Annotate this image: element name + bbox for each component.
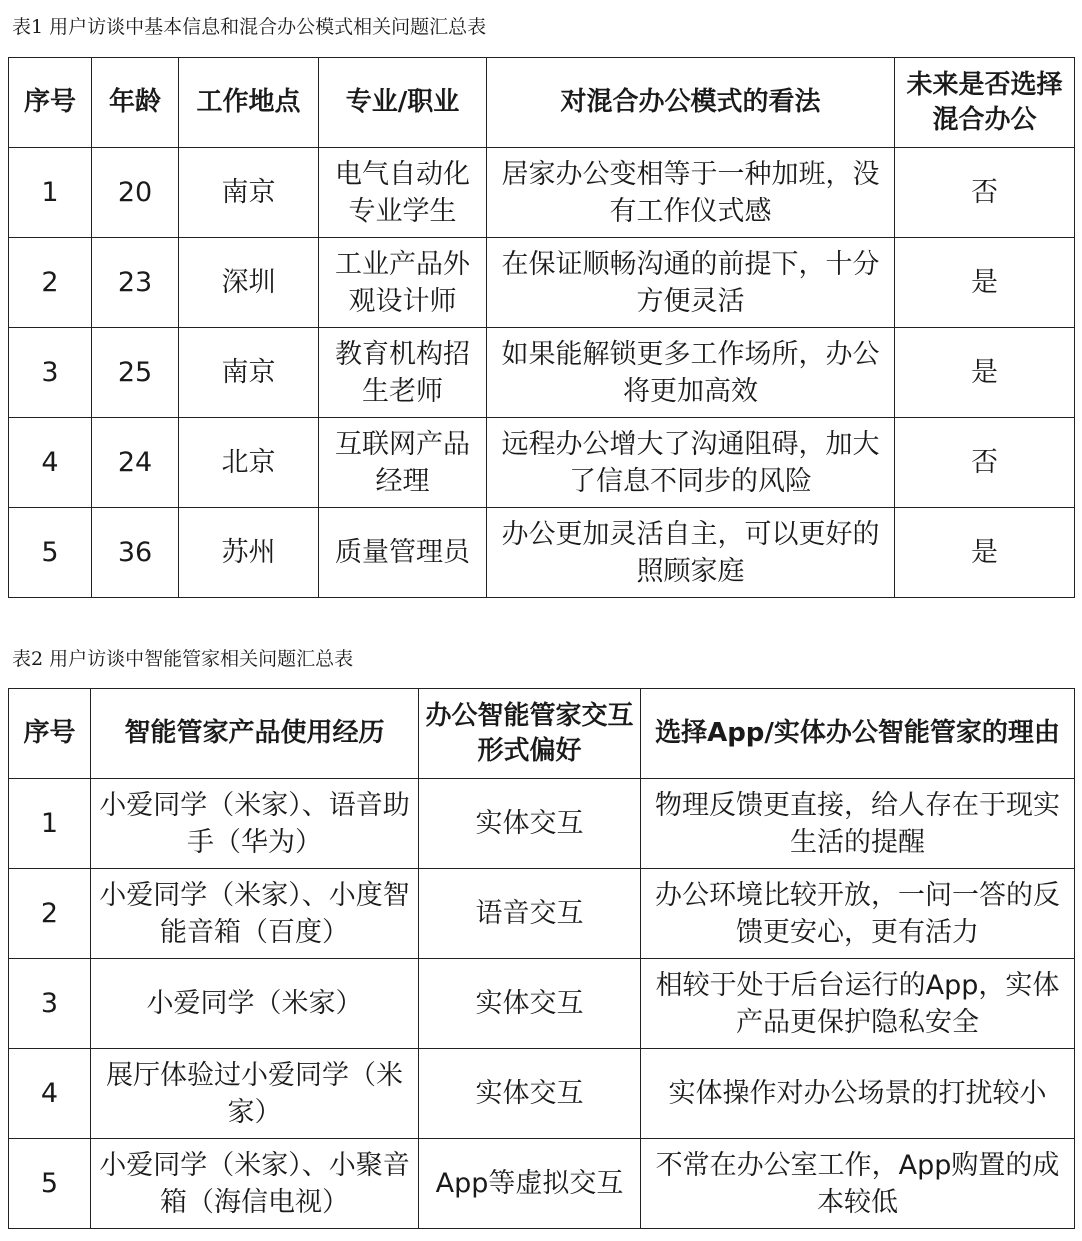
- cell-occupation: 互联网产品经理: [319, 418, 487, 508]
- cell-future-choice: 否: [895, 418, 1075, 508]
- cell-product-experience: 小爱同学（米家）、小聚音箱（海信电视）: [91, 1139, 419, 1229]
- table-header-row: [9, 58, 1075, 148]
- cell-reason: 实体操作对办公场景的打扰较小: [641, 1049, 1075, 1139]
- cell-product-experience: 小爱同学（米家）、语音助手（华为）: [91, 779, 419, 869]
- table-row: [9, 508, 1075, 598]
- cell-interaction-preference: 语音交互: [419, 869, 641, 959]
- header-reason: 选择App/实体办公智能管家的理由: [641, 689, 1075, 779]
- cell-index: 1: [9, 779, 91, 869]
- cell-reason: 办公环境比较开放，一问一答的反馈更安心，更有活力: [641, 869, 1075, 959]
- cell-opinion: 办公更加灵活自主，可以更好的照顾家庭: [487, 508, 895, 598]
- cell-index: 5: [9, 1139, 91, 1229]
- table-row: [9, 779, 1075, 869]
- cell-age: 24: [92, 418, 179, 508]
- table2-caption: 表2 用户访谈中智能管家相关问题汇总表: [12, 648, 354, 670]
- cell-future-choice: 是: [895, 238, 1075, 328]
- cell-reason: 物理反馈更直接，给人存在于现实生活的提醒: [641, 779, 1075, 869]
- header-index: 序号: [9, 58, 92, 148]
- header-future-choice: 未来是否选择混合办公: [895, 58, 1075, 148]
- table1-caption: 表1 用户访谈中基本信息和混合办公模式相关问题汇总表: [12, 16, 487, 38]
- cell-interaction-preference: 实体交互: [419, 1049, 641, 1139]
- cell-interaction-preference: App等虚拟交互: [419, 1139, 641, 1229]
- table-row: [9, 418, 1075, 508]
- cell-index: 2: [9, 869, 91, 959]
- cell-age: 20: [92, 148, 179, 238]
- cell-index: 3: [9, 328, 92, 418]
- cell-opinion: 远程办公增大了沟通阻碍，加大了信息不同步的风险: [487, 418, 895, 508]
- cell-product-experience: 小爱同学（米家）、小度智能音箱（百度）: [91, 869, 419, 959]
- header-product-experience: 智能管家产品使用经历: [91, 689, 419, 779]
- table-row: [9, 238, 1075, 328]
- cell-location: 南京: [179, 148, 319, 238]
- cell-index: 2: [9, 238, 92, 328]
- table-row: [9, 148, 1075, 238]
- table-row: [9, 1049, 1075, 1139]
- table-row: [9, 1139, 1075, 1229]
- cell-future-choice: 否: [895, 148, 1075, 238]
- header-location: 工作地点: [179, 58, 319, 148]
- table-row: [9, 328, 1075, 418]
- interview-basic-info-table: [8, 57, 1075, 598]
- cell-index: 4: [9, 1049, 91, 1139]
- cell-index: 4: [9, 418, 92, 508]
- cell-occupation: 工业产品外观设计师: [319, 238, 487, 328]
- cell-index: 3: [9, 959, 91, 1049]
- cell-reason: 相较于处于后台运行的App，实体产品更保护隐私安全: [641, 959, 1075, 1049]
- cell-location: 北京: [179, 418, 319, 508]
- header-interaction-preference: 办公智能管家交互形式偏好: [419, 689, 641, 779]
- cell-occupation: 教育机构招生老师: [319, 328, 487, 418]
- header-index: 序号: [9, 689, 91, 779]
- header-occupation: 专业/职业: [319, 58, 487, 148]
- cell-age: 25: [92, 328, 179, 418]
- cell-location: 苏州: [179, 508, 319, 598]
- cell-interaction-preference: 实体交互: [419, 779, 641, 869]
- cell-occupation: 电气自动化专业学生: [319, 148, 487, 238]
- cell-future-choice: 是: [895, 508, 1075, 598]
- cell-reason: 不常在办公室工作，App购置的成本较低: [641, 1139, 1075, 1229]
- cell-opinion: 如果能解锁更多工作场所，办公将更加高效: [487, 328, 895, 418]
- cell-age: 36: [92, 508, 179, 598]
- table-row: [9, 959, 1075, 1049]
- cell-location: 南京: [179, 328, 319, 418]
- cell-index: 1: [9, 148, 92, 238]
- cell-interaction-preference: 实体交互: [419, 959, 641, 1049]
- cell-future-choice: 是: [895, 328, 1075, 418]
- cell-index: 5: [9, 508, 92, 598]
- header-age: 年龄: [92, 58, 179, 148]
- cell-product-experience: 展厅体验过小爱同学（米家）: [91, 1049, 419, 1139]
- table-header-row: [9, 689, 1075, 779]
- cell-opinion: 在保证顺畅沟通的前提下，十分方便灵活: [487, 238, 895, 328]
- smart-butler-table: [8, 688, 1075, 1229]
- cell-product-experience: 小爱同学（米家）: [91, 959, 419, 1049]
- header-opinion: 对混合办公模式的看法: [487, 58, 895, 148]
- cell-occupation: 质量管理员: [319, 508, 487, 598]
- cell-location: 深圳: [179, 238, 319, 328]
- table-row: [9, 869, 1075, 959]
- cell-opinion: 居家办公变相等于一种加班，没有工作仪式感: [487, 148, 895, 238]
- cell-age: 23: [92, 238, 179, 328]
